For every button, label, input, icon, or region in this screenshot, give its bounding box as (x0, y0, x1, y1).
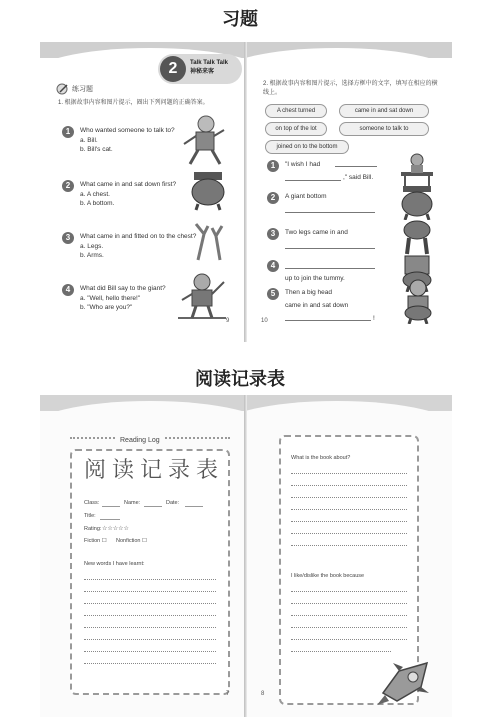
rating-stars[interactable]: ☆☆☆☆☆ (102, 526, 129, 532)
answer-blank[interactable] (285, 248, 375, 249)
writing-line[interactable] (84, 663, 216, 664)
writing-line[interactable] (291, 603, 407, 604)
lesson-number: 2 (160, 56, 186, 82)
answer-option-b[interactable]: b. A bottom. (80, 200, 115, 207)
item-number: 5 (267, 288, 279, 300)
writing-line[interactable] (291, 545, 407, 546)
rocket-illustration (377, 657, 439, 709)
item-number: 1 (267, 160, 279, 172)
page-number: 8 (261, 691, 265, 697)
item-text: A giant bottom (285, 193, 327, 200)
class-field[interactable] (102, 506, 120, 507)
lesson-title-en: Talk Talk Talk (190, 60, 229, 66)
answer-blank[interactable] (335, 166, 377, 167)
fiction-checkbox[interactable]: Fiction ☐ (84, 538, 107, 544)
writing-line[interactable] (84, 615, 216, 616)
item-number: 4 (267, 260, 279, 272)
reading-log-heading: Reading Log (116, 437, 164, 444)
writing-line[interactable] (84, 639, 216, 640)
writing-line[interactable] (84, 591, 216, 592)
writing-line[interactable] (291, 651, 391, 652)
writing-line[interactable] (291, 627, 407, 628)
question-number: 1 (62, 126, 74, 138)
item-number: 2 (267, 192, 279, 204)
answer-option-b[interactable]: b. Arms. (80, 252, 104, 259)
choice-box[interactable]: on top of the lot (265, 122, 327, 136)
writing-line[interactable] (84, 603, 216, 604)
choice-box[interactable]: joined on to the bottom (265, 140, 349, 154)
lesson-title-cn: 神秘来客 (190, 69, 215, 75)
writing-line[interactable] (84, 651, 216, 652)
page-8 (247, 395, 452, 717)
instruction-2: 2. 根据故事内容和图片提示，选择方框中的文字，填写在相应的横线上。 (263, 81, 438, 96)
answer-option-a[interactable]: a. Legs. (80, 242, 104, 250)
reading-log-frame (70, 449, 230, 695)
page-10 (247, 42, 452, 342)
exercise-spread (40, 42, 452, 342)
question-text: What did Bill say to the giant? (80, 285, 166, 292)
class-label: Class: (84, 500, 100, 506)
answer-blank[interactable] (285, 268, 375, 269)
writing-line[interactable] (291, 497, 407, 498)
item-text: up to join the tummy. (285, 275, 345, 282)
title-field[interactable] (100, 519, 120, 520)
exercise-label: 练习题 (72, 86, 93, 93)
answer-option-b[interactable]: b. Bill's cat. (80, 146, 113, 153)
writing-line[interactable] (291, 473, 407, 474)
page-number: 7 (226, 691, 230, 697)
answer-option-a[interactable]: a. Bill. (80, 136, 98, 144)
page-number: 9 (226, 318, 230, 324)
bill-at-table-illustration (397, 152, 437, 188)
date-label: Date: (166, 500, 180, 506)
bill-illustration (180, 114, 228, 166)
writing-line[interactable] (291, 639, 407, 640)
answer-blank[interactable] (285, 212, 375, 213)
title-label: Title: (84, 513, 96, 519)
answer-option-a[interactable]: a. A chest. (80, 190, 110, 198)
item-text: Then a big head (285, 289, 332, 296)
nonfiction-checkbox[interactable]: Nonfiction ☐ (116, 538, 147, 544)
choice-box[interactable]: someone to talk to (339, 122, 429, 136)
choice-box[interactable]: A chest turned (265, 104, 327, 118)
giant-bottom-illustration (188, 168, 228, 212)
writing-line[interactable] (84, 579, 216, 580)
writing-line[interactable] (291, 615, 407, 616)
question-text: Who wanted someone to talk to? (80, 127, 175, 134)
item-text: "I wish I had (285, 161, 321, 168)
question-number: 2 (62, 180, 74, 192)
question-number: 4 (62, 284, 74, 296)
about-label: What is the book about? (291, 455, 351, 461)
page-9 (40, 42, 244, 342)
reading-log-spread (40, 395, 452, 717)
question-number: 3 (62, 232, 74, 244)
choice-box[interactable]: came in and sat down (339, 104, 429, 118)
writing-line[interactable] (291, 509, 407, 510)
instruction-1: 1. 根据故事内容和图片提示，圈出下列问题的正确答案。 (58, 100, 209, 106)
item-text: came in and sat down (285, 301, 349, 309)
answer-blank[interactable] (285, 320, 371, 321)
writing-line[interactable] (291, 591, 407, 592)
lesson-badge (158, 54, 242, 84)
writing-line[interactable] (291, 521, 407, 522)
answer-option-a[interactable]: a. "Well, hello there!" (80, 294, 141, 302)
date-field[interactable] (185, 506, 203, 507)
section-title-exercises: 习题 (222, 9, 258, 30)
new-words-label: New words I have learnt: (84, 561, 145, 567)
bill-waving-illustration (174, 272, 230, 326)
question-text: What came in and fitted on to the chest? (80, 233, 197, 240)
writing-line[interactable] (291, 485, 407, 486)
section-title-reading-log: 阅读记录表 (195, 369, 285, 390)
arms-illustration (190, 220, 230, 264)
question-text: What came in and sat down first? (80, 181, 177, 188)
giant-bottom-illustration (397, 184, 437, 220)
item-text: Two legs came in and (285, 229, 348, 236)
writing-line[interactable] (291, 533, 407, 534)
like-label: I like/dislike the book because (291, 573, 365, 579)
item-end: ! (373, 315, 375, 322)
giant-head-illustration (397, 278, 439, 324)
name-field[interactable] (144, 506, 162, 507)
hand-title: 阅读记录表 (84, 458, 225, 483)
answer-option-b[interactable]: b. "Who are you?" (80, 304, 133, 311)
item-number: 3 (267, 228, 279, 240)
page-number: 10 (261, 318, 268, 324)
page-7 (40, 395, 244, 717)
answer-blank[interactable] (285, 180, 341, 181)
item-text: ," said Bill. (343, 174, 374, 181)
writing-line[interactable] (84, 627, 216, 628)
name-label: Name: (124, 500, 141, 506)
rating-label: Rating: (84, 526, 102, 532)
